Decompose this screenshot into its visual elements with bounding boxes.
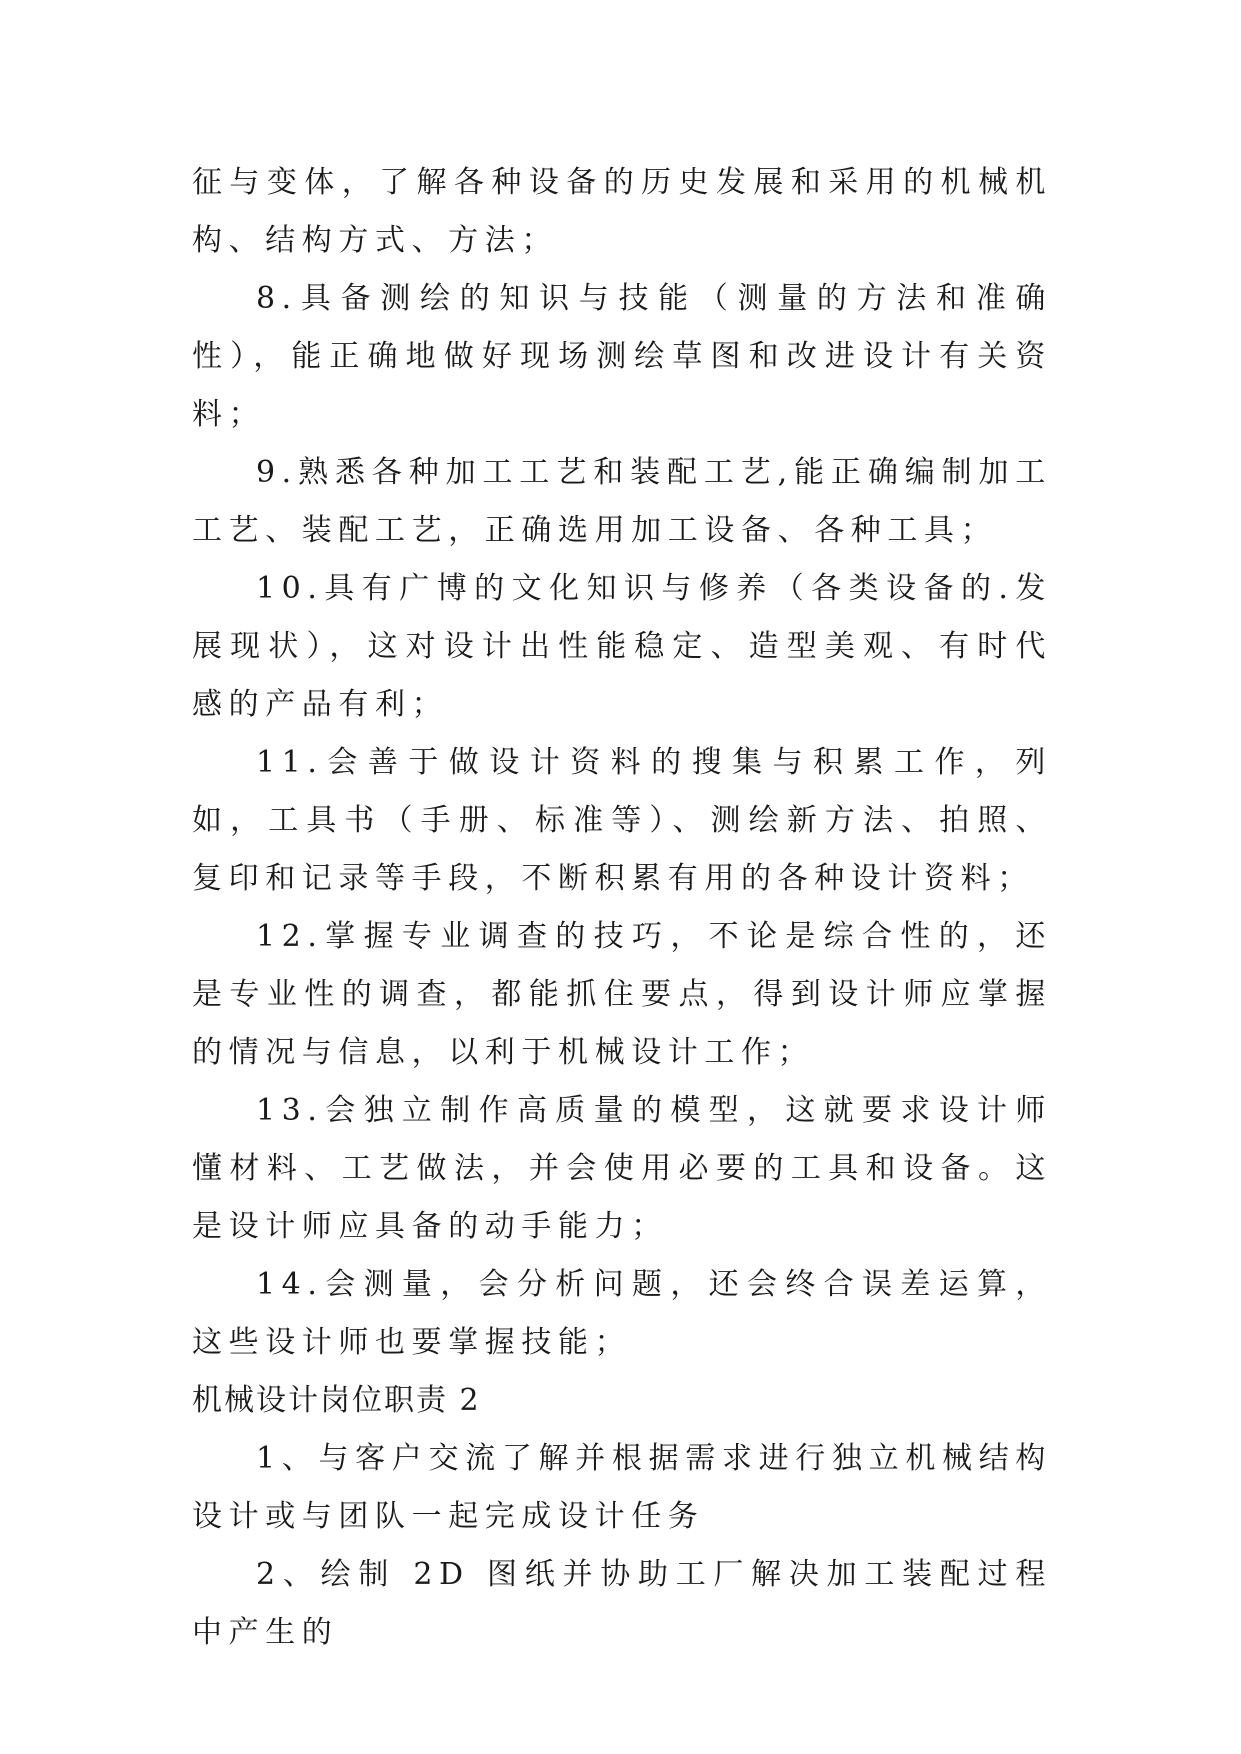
duty-item-2: 2、绘制 2D 图纸并协助工厂解决加工装配过程中产生的 bbox=[192, 1557, 1052, 1650]
document-page bbox=[192, 154, 1052, 1662]
paragraph-item-10: 10.具有广博的文化知识与修养（各类设备的.发展现状），这对设计出性能稳定、造型美观、有时代感的产品有利； bbox=[192, 571, 1052, 722]
paragraph-item-11: 11.会善于做设计资料的搜集与积累工作，列如，工具书（手册、标准等）、测绘新方法、拍照、复印和记录等手段，不断积累有用的各种设计资料； bbox=[192, 745, 1052, 896]
paragraph-item-14: 14.会测量，会分析问题，还会终合误差运算，这些设计师也要掌握技能； bbox=[192, 1267, 1052, 1360]
paragraph-item-13: 13.会独立制作高质量的模型，这就要求设计师懂材料、工艺做法，并会使用必要的工具和设备。这是设计师应具备的动手能力； bbox=[192, 1093, 1052, 1244]
paragraph-item-9: 9.熟悉各种加工工艺和装配工艺,能正确编制加工工艺、装配工艺，正确选用加工设备、各种工具； bbox=[192, 455, 1052, 548]
paragraph-item-12: 12.掌握专业调查的技巧，不论是综合性的，还是专业性的调查，都能抓住要点，得到设计师应掌握的情况与信息，以利于机械设计工作； bbox=[192, 919, 1052, 1070]
section-heading: 机械设计岗位职责 2 bbox=[192, 1383, 481, 1418]
paragraph-item-8: 8.具备测绘的知识与技能（测量的方法和准确性），能正确地做好现场测绘草图和改进设计有关资料； bbox=[192, 281, 1052, 432]
duty-item-1: 1、与客户交流了解并根据需求进行独立机械结构设计或与团队一起完成设计任务 bbox=[192, 1441, 1052, 1534]
paragraph-7-continued: 征与变体，了解各种设备的历史发展和采用的机械机构、结构方式、方法； bbox=[192, 165, 1052, 258]
